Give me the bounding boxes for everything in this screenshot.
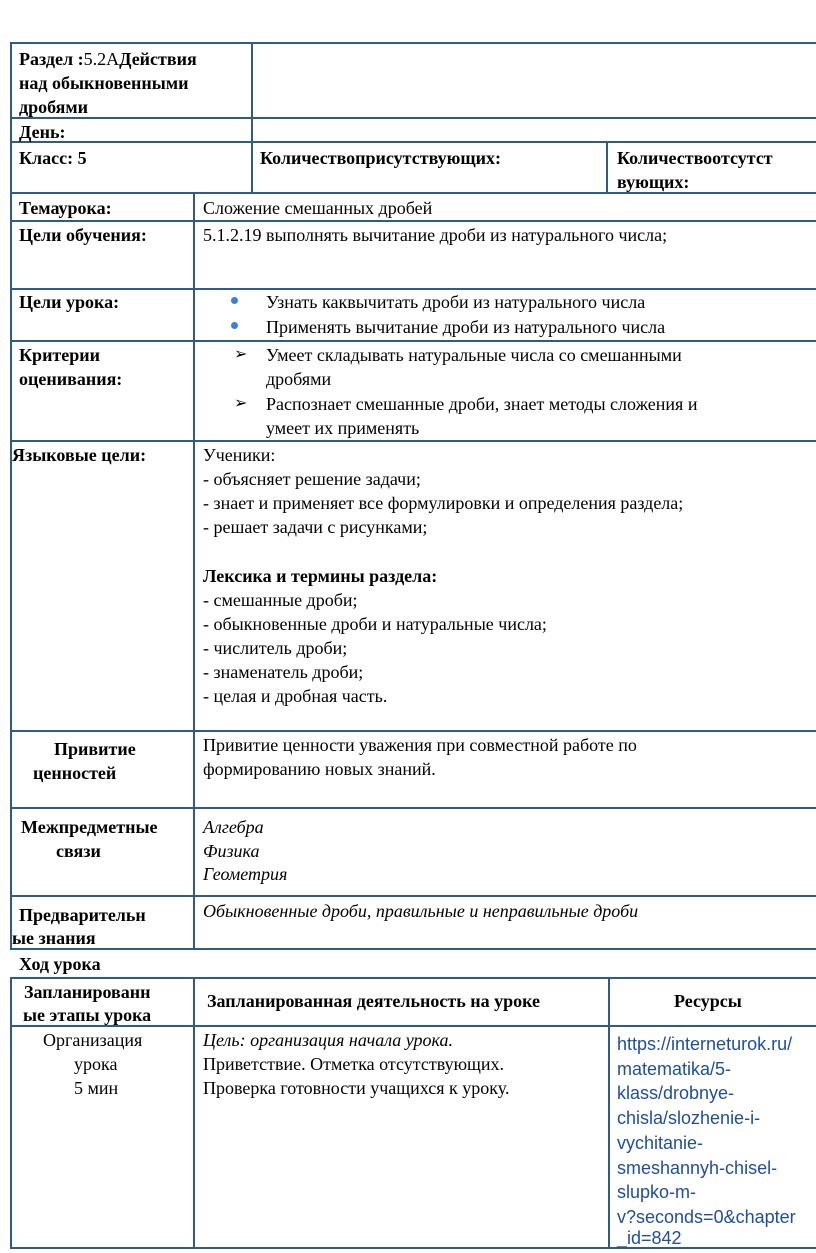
prior-label-line1: Предварительн — [19, 905, 146, 925]
prior-label-line2: ые знания — [12, 928, 96, 948]
lesson-goal-item: Применять вычитание дроби из натурального числа — [266, 317, 666, 337]
vocab-title: Лексика и термины раздела: — [203, 566, 438, 586]
absent-count-label-line2: вующих: — [617, 172, 690, 192]
lesson-goal-item: Узнать каквычитать дроби из натурального числа — [266, 292, 646, 312]
class-label: Класс: 5 — [19, 148, 87, 168]
resource-link-line[interactable]: chisla/slozhenie-i- — [617, 1108, 761, 1129]
lesson-goals-label: Цели урока: — [19, 292, 120, 312]
resource-link-line[interactable]: vychitanie- — [617, 1132, 704, 1153]
values-text-line2: формированию новых знаний. — [203, 759, 436, 779]
column-header-stages-line1: Запланированн — [24, 982, 151, 1002]
language-goal-line: - решает задачи с рисунками; — [203, 517, 428, 537]
activity-goal: Цель: организация начала урока. — [203, 1030, 453, 1050]
day-label: День: — [19, 122, 66, 142]
arrow-bullet-icon: ➢ — [234, 346, 248, 363]
resource-link-line[interactable]: smeshannyh-chisel- — [617, 1157, 778, 1178]
cross-label-line2: связи — [56, 841, 101, 861]
resource-link-line[interactable]: slupko-m- — [617, 1182, 697, 1203]
criteria-item-line1: Распознает смешанные дроби, знает методы сложения и — [266, 394, 698, 414]
topic-value: Сложение смешанных дробей — [203, 198, 433, 218]
section-title-line2: над обыкновенными — [19, 73, 189, 93]
criteria-item-line2: умеет их применять — [266, 418, 420, 438]
activity-line: Проверка готовности учащихся к уроку. — [203, 1078, 510, 1098]
stage-line1: Организация — [43, 1030, 143, 1050]
vocab-item: - знаменатель дроби; — [203, 662, 364, 682]
language-goal-line: - объясняет решение задачи; — [203, 469, 421, 489]
vocab-item: - смешанные дроби; — [203, 590, 358, 610]
resource-link-line[interactable]: https://interneturok.ru/ — [617, 1034, 793, 1054]
bullet-dot-icon — [231, 297, 238, 304]
column-header-activity: Запланированная деятельность на уроке — [207, 991, 541, 1011]
resource-link-line[interactable]: v?seconds=0&chapter — [617, 1206, 796, 1227]
learning-goals-label: Цели обучения: — [19, 225, 147, 245]
section-title-line3: дробями — [19, 97, 89, 117]
topic-label: Темаурока: — [19, 198, 112, 218]
resource-link-line[interactable]: _id=842 — [617, 1228, 682, 1248]
language-goal-line: - знает и применяет все формулировки и определения раздела; — [203, 493, 684, 513]
criteria-item-line2: дробями — [266, 369, 332, 389]
vocab-item: - обыкновенные дроби и натуральные числа; — [203, 614, 547, 634]
cross-label-line1: Межпредметные — [21, 817, 158, 837]
cross-subject-item: Геометрия — [203, 864, 288, 884]
absent-count-label-line1: Количествоотсутст — [617, 148, 773, 168]
vocab-item: - числитель дроби; — [203, 638, 348, 658]
stage-line3: 5 мин — [74, 1078, 119, 1098]
prior-value: Обыкновенные дроби, правильные и неправильные дроби — [203, 901, 639, 921]
students-label: Ученики: — [203, 445, 276, 465]
section-title-line1: Раздел :5.2АДействия — [19, 49, 197, 69]
vocab-item: - целая и дробная часть. — [203, 686, 388, 706]
values-label-line1: Привитие — [54, 739, 136, 759]
stage-line2: урока — [74, 1054, 118, 1074]
criteria-label-line1: Критерии — [19, 345, 101, 365]
values-label-line2: ценностей — [33, 763, 117, 783]
present-count-label: Количествоприсутствующих: — [260, 148, 501, 168]
criteria-item-line1: Умеет складывать натуральные числа со смешанными — [266, 345, 682, 365]
column-header-stages-line2: ые этапы урока — [23, 1005, 152, 1025]
resource-link-line[interactable]: klass/drobnye- — [617, 1083, 735, 1104]
learning-goals-value: 5.1.2.19 выполнять вычитание дроби из натурального числа; — [203, 225, 668, 245]
language-goals-label: Языковые цели: — [12, 445, 147, 465]
values-text-line1: Привитие ценности уважения при совместной работе по — [203, 735, 637, 755]
course-title: Ход урока — [19, 954, 101, 974]
bullet-dot-icon — [231, 322, 238, 329]
resource-link-line[interactable]: matematika/5- — [617, 1058, 732, 1079]
arrow-bullet-icon: ➢ — [234, 395, 248, 412]
cross-subject-item: Алгебра — [203, 817, 264, 837]
criteria-label-line2: оценивания: — [19, 369, 123, 389]
activity-line: Приветствие. Отметка отсутствующих. — [203, 1054, 505, 1074]
cross-subject-item: Физика — [203, 841, 260, 861]
column-header-resources: Ресурсы — [674, 991, 742, 1011]
